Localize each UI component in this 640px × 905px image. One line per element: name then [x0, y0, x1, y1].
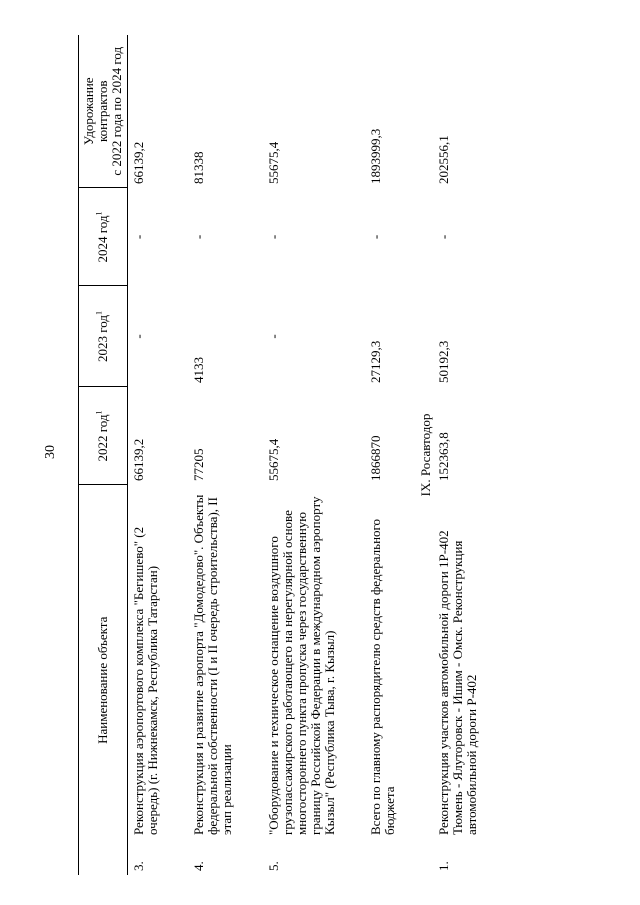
header-year-2024 — [79, 188, 128, 286]
row-number: 4. — [190, 861, 206, 871]
table-row-total — [365, 35, 415, 875]
value-2022: 77205 — [190, 448, 206, 481]
value-increase: 55675,4 — [265, 141, 281, 184]
table-header-row — [79, 35, 128, 875]
row-number: 1. — [435, 861, 451, 871]
value-increase: 202556,1 — [435, 135, 451, 184]
value-2022: 66139,2 — [131, 438, 146, 481]
value-2023: - — [265, 334, 281, 339]
value-2022: 1866870 — [367, 435, 383, 481]
value-increase: 81338 — [190, 151, 206, 184]
header-increase-line-1: Удорожание — [81, 77, 96, 146]
header-increase-line-3: с 2022 года по 2024 год — [109, 46, 124, 176]
row-number: 3. — [131, 861, 146, 871]
footnote-mark: 1 — [94, 410, 104, 415]
value-increase: 1893999,3 — [367, 128, 383, 184]
value-2023: 4133 — [190, 357, 206, 383]
value-2023: 50192,3 — [435, 340, 451, 383]
value-2022: 152363,8 — [435, 432, 451, 481]
value-2024: - — [367, 234, 383, 240]
contracts-table — [78, 35, 488, 875]
value-2023: - — [131, 334, 146, 339]
header-year-2022 — [79, 387, 128, 485]
value-increase: 66139,2 — [131, 141, 146, 184]
footnote-mark: 1 — [94, 211, 104, 216]
value-2024: - — [265, 234, 281, 240]
table-row — [188, 35, 263, 875]
value-2022: 55675,4 — [265, 438, 281, 481]
header-year-2024-label: 2024 год — [95, 215, 110, 263]
section-heading-row — [415, 35, 433, 875]
table-row — [433, 35, 488, 875]
page-number: 30 — [43, 445, 58, 459]
object-name: Реконструкция и развитие аэропорта "Домодедово". Объекты федеральной собственности (I и II очередь строительства), II этап реализации — [190, 494, 234, 835]
header-year-2022-label: 2022 год — [95, 414, 110, 462]
footnote-mark: 1 — [94, 311, 104, 315]
value-2024: - — [435, 234, 451, 240]
value-2024: - — [131, 234, 146, 240]
rotated-page-content — [78, 35, 538, 875]
table-row — [128, 35, 188, 875]
row-number: 5. — [265, 861, 281, 871]
object-name: Реконструкция аэропортового комплекса "Бегишево" (2 очередь) (г. Нижнекамск, Республика Татарстан) — [131, 526, 160, 835]
row-number — [365, 839, 415, 875]
header-increase-line-2: контрактов — [95, 80, 110, 143]
object-name: Реконструкция участков автомобильной дороги 1Р-402 Тюмень - Ялуторовск - Ишим - Омск. Реконструкция автомобильной дороги Р-402 — [435, 530, 479, 835]
section-title: IX. Росавтодор — [417, 413, 433, 497]
header-year-2023 — [79, 286, 128, 387]
object-name: Всего по главному распорядителю средств федерального бюджета — [367, 518, 397, 835]
header-object-name: Наименование объекта — [79, 485, 128, 875]
value-2024: - — [190, 234, 206, 240]
object-name: "Оборудование и техническое оснащение воздушного грузопассажирского работающего на нерегулярной основе многостороннего пункта пропуска через государственную границу Российской Федерации в международном аэропорту Кызыл" (Республика Тыва, г. Кызыл) — [265, 496, 337, 835]
header-cost-increase — [79, 35, 128, 188]
header-year-2023-label: 2023 год — [95, 315, 110, 362]
value-2023: 27129,3 — [367, 340, 383, 383]
table-row — [263, 35, 365, 875]
